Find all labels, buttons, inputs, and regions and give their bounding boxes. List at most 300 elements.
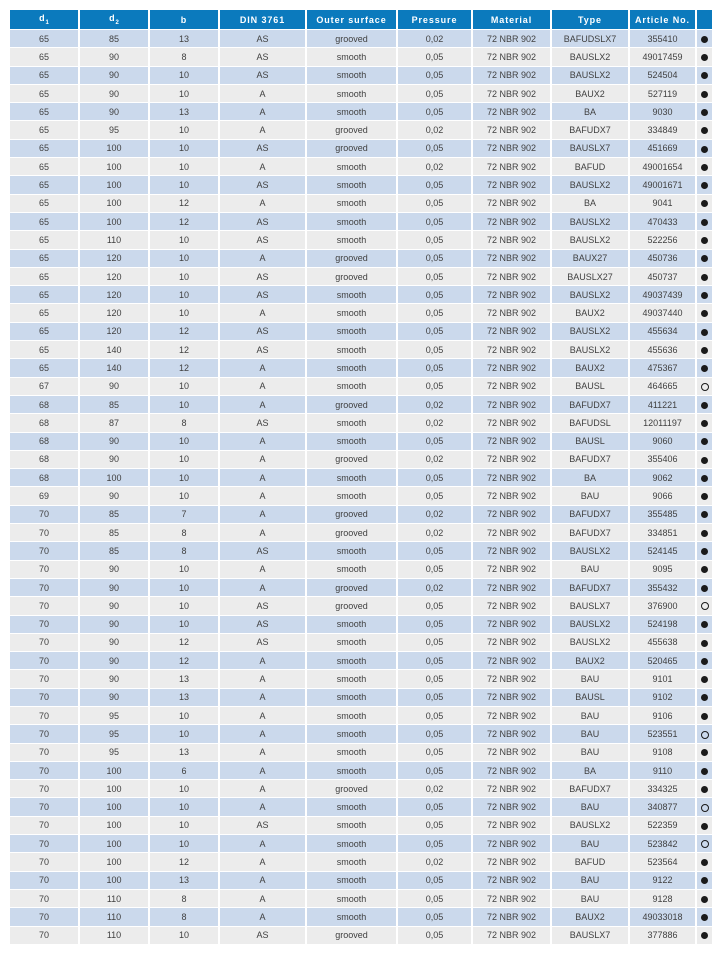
cell-pressure: 0,05 — [397, 249, 472, 267]
cell-outer-surface: smooth — [306, 908, 397, 926]
cell-din-3761: AS — [219, 30, 306, 48]
cell-d1: 70 — [9, 560, 79, 578]
cell-type: BAFUD — [551, 853, 629, 871]
cell-din-3761: A — [219, 908, 306, 926]
cell-din-3761: A — [219, 103, 306, 121]
cell-pressure: 0,05 — [397, 487, 472, 505]
cell-availability — [696, 158, 713, 176]
cell-din-3761: A — [219, 304, 306, 322]
cell-pressure: 0,05 — [397, 542, 472, 560]
filled-circle-icon — [701, 347, 708, 354]
cell-article-no: 9110 — [629, 761, 696, 779]
cell-article-no: 9101 — [629, 670, 696, 688]
cell-b: 10 — [149, 66, 219, 84]
cell-availability — [696, 30, 713, 48]
col-header-d1: $d_1$ — [9, 10, 79, 30]
cell-availability — [696, 652, 713, 670]
cell-material: 72 NBR 902 — [472, 798, 551, 816]
cell-d2: 110 — [79, 926, 149, 944]
cell-type: BAU — [551, 560, 629, 578]
cell-outer-surface: smooth — [306, 304, 397, 322]
cell-outer-surface: smooth — [306, 816, 397, 834]
cell-outer-surface: grooved — [306, 505, 397, 523]
cell-pressure: 0,05 — [397, 761, 472, 779]
cell-material: 72 NBR 902 — [472, 871, 551, 889]
table-row — [9, 889, 713, 907]
cell-type: BAU — [551, 835, 629, 853]
cell-type: BAUSLX2 — [551, 286, 629, 304]
cell-din-3761: AS — [219, 597, 306, 615]
cell-type: BAUX2 — [551, 908, 629, 926]
cell-d2: 90 — [79, 432, 149, 450]
table-row — [9, 487, 713, 505]
cell-d1: 65 — [9, 304, 79, 322]
cell-din-3761: AS — [219, 816, 306, 834]
cell-material: 72 NBR 902 — [472, 926, 551, 944]
table-row — [9, 524, 713, 542]
cell-d1: 68 — [9, 432, 79, 450]
col-header-b: b — [149, 10, 219, 30]
cell-outer-surface: smooth — [306, 469, 397, 487]
cell-outer-surface: grooved — [306, 249, 397, 267]
cell-d1: 68 — [9, 414, 79, 432]
cell-outer-surface: smooth — [306, 103, 397, 121]
cell-material: 72 NBR 902 — [472, 615, 551, 633]
cell-article-no: 450737 — [629, 267, 696, 285]
cell-pressure: 0,05 — [397, 725, 472, 743]
cell-availability — [696, 377, 713, 395]
cell-outer-surface: grooved — [306, 524, 397, 542]
cell-d1: 65 — [9, 103, 79, 121]
cell-b: 8 — [149, 889, 219, 907]
cell-pressure: 0,05 — [397, 633, 472, 651]
filled-circle-icon — [701, 896, 708, 903]
cell-availability — [696, 395, 713, 413]
table-row — [9, 304, 713, 322]
cell-d2: 100 — [79, 212, 149, 230]
cell-type: BAU — [551, 706, 629, 724]
cell-article-no: 520465 — [629, 652, 696, 670]
cell-d1: 70 — [9, 597, 79, 615]
cell-availability — [696, 304, 713, 322]
filled-circle-icon — [701, 255, 708, 262]
filled-circle-icon — [701, 585, 708, 592]
cell-type: BAU — [551, 670, 629, 688]
cell-outer-surface: grooved — [306, 578, 397, 596]
cell-availability — [696, 633, 713, 651]
cell-din-3761: AS — [219, 267, 306, 285]
cell-b: 10 — [149, 469, 219, 487]
cell-pressure: 0,05 — [397, 139, 472, 157]
table-row — [9, 158, 713, 176]
cell-type: BAFUDX7 — [551, 505, 629, 523]
cell-article-no: 450736 — [629, 249, 696, 267]
cell-b: 8 — [149, 414, 219, 432]
table-row — [9, 84, 713, 102]
cell-b: 12 — [149, 194, 219, 212]
cell-pressure: 0,05 — [397, 84, 472, 102]
cell-pressure: 0,02 — [397, 414, 472, 432]
cell-d2: 90 — [79, 48, 149, 66]
cell-availability — [696, 48, 713, 66]
filled-circle-icon — [701, 530, 708, 537]
cell-b: 13 — [149, 103, 219, 121]
cell-b: 10 — [149, 231, 219, 249]
filled-circle-icon — [701, 694, 708, 701]
cell-type: BAUX2 — [551, 359, 629, 377]
cell-type: BAUSL — [551, 688, 629, 706]
table-row — [9, 597, 713, 615]
cell-d1: 70 — [9, 743, 79, 761]
cell-b: 10 — [149, 597, 219, 615]
cell-d1: 70 — [9, 908, 79, 926]
filled-circle-icon — [701, 438, 708, 445]
cell-d1: 70 — [9, 725, 79, 743]
open-circle-icon — [701, 804, 709, 812]
cell-outer-surface: grooved — [306, 30, 397, 48]
table-body — [9, 30, 713, 945]
table-row — [9, 212, 713, 230]
filled-circle-icon — [701, 823, 708, 830]
cell-d2: 120 — [79, 286, 149, 304]
cell-d1: 65 — [9, 30, 79, 48]
open-circle-icon — [701, 840, 709, 848]
cell-d2: 90 — [79, 450, 149, 468]
cell-material: 72 NBR 902 — [472, 103, 551, 121]
cell-availability — [696, 578, 713, 596]
cell-type: BAUX2 — [551, 84, 629, 102]
cell-material: 72 NBR 902 — [472, 670, 551, 688]
cell-pressure: 0,05 — [397, 926, 472, 944]
cell-d1: 65 — [9, 359, 79, 377]
cell-d2: 140 — [79, 359, 149, 377]
cell-type: BAFUD — [551, 158, 629, 176]
cell-d1: 70 — [9, 798, 79, 816]
cell-type: BA — [551, 761, 629, 779]
cell-availability — [696, 121, 713, 139]
filled-circle-icon — [701, 548, 708, 555]
cell-outer-surface: smooth — [306, 633, 397, 651]
cell-type: BAUSLX2 — [551, 816, 629, 834]
cell-type: BAUX27 — [551, 249, 629, 267]
cell-type: BAU — [551, 871, 629, 889]
cell-b: 10 — [149, 578, 219, 596]
cell-material: 72 NBR 902 — [472, 835, 551, 853]
cell-availability — [696, 853, 713, 871]
cell-material: 72 NBR 902 — [472, 231, 551, 249]
cell-b: 13 — [149, 670, 219, 688]
cell-d1: 70 — [9, 578, 79, 596]
cell-type: BAUSLX2 — [551, 322, 629, 340]
cell-outer-surface: smooth — [306, 761, 397, 779]
cell-pressure: 0,05 — [397, 432, 472, 450]
cell-availability — [696, 469, 713, 487]
cell-b: 10 — [149, 835, 219, 853]
cell-availability — [696, 103, 713, 121]
table-row — [9, 670, 713, 688]
cell-availability — [696, 487, 713, 505]
cell-material: 72 NBR 902 — [472, 469, 551, 487]
cell-article-no: 9122 — [629, 871, 696, 889]
cell-d1: 70 — [9, 816, 79, 834]
cell-article-no: 376900 — [629, 597, 696, 615]
cell-article-no: 355432 — [629, 578, 696, 596]
cell-pressure: 0,05 — [397, 688, 472, 706]
cell-d1: 70 — [9, 615, 79, 633]
cell-b: 10 — [149, 84, 219, 102]
cell-type: BAUSLX2 — [551, 176, 629, 194]
filled-circle-icon — [701, 127, 708, 134]
cell-availability — [696, 212, 713, 230]
cell-pressure: 0,05 — [397, 670, 472, 688]
cell-d2: 100 — [79, 158, 149, 176]
cell-article-no: 334325 — [629, 780, 696, 798]
cell-type: BAUSLX2 — [551, 66, 629, 84]
cell-article-no: 470433 — [629, 212, 696, 230]
cell-din-3761: A — [219, 725, 306, 743]
cell-din-3761: AS — [219, 139, 306, 157]
cell-pressure: 0,05 — [397, 267, 472, 285]
cell-d2: 100 — [79, 780, 149, 798]
cell-d2: 110 — [79, 889, 149, 907]
filled-circle-icon — [701, 640, 708, 647]
cell-article-no: 451669 — [629, 139, 696, 157]
cell-b: 10 — [149, 158, 219, 176]
cell-pressure: 0,02 — [397, 853, 472, 871]
cell-pressure: 0,05 — [397, 889, 472, 907]
cell-b: 10 — [149, 304, 219, 322]
cell-d1: 70 — [9, 926, 79, 944]
cell-availability — [696, 267, 713, 285]
cell-pressure: 0,05 — [397, 103, 472, 121]
cell-din-3761: A — [219, 469, 306, 487]
cell-b: 13 — [149, 688, 219, 706]
cell-pressure: 0,02 — [397, 780, 472, 798]
cell-availability — [696, 286, 713, 304]
table-row — [9, 926, 713, 944]
cell-availability — [696, 249, 713, 267]
cell-din-3761: A — [219, 780, 306, 798]
filled-circle-icon — [701, 310, 708, 317]
table-row — [9, 377, 713, 395]
cell-article-no: 377886 — [629, 926, 696, 944]
cell-outer-surface: grooved — [306, 597, 397, 615]
cell-pressure: 0,05 — [397, 835, 472, 853]
cell-d2: 100 — [79, 176, 149, 194]
filled-circle-icon — [701, 72, 708, 79]
cell-availability — [696, 670, 713, 688]
cell-material: 72 NBR 902 — [472, 249, 551, 267]
cell-d2: 140 — [79, 341, 149, 359]
cell-pressure: 0,05 — [397, 743, 472, 761]
filled-circle-icon — [701, 36, 708, 43]
table-row — [9, 48, 713, 66]
cell-d1: 65 — [9, 322, 79, 340]
cell-material: 72 NBR 902 — [472, 578, 551, 596]
cell-b: 8 — [149, 524, 219, 542]
cell-type: BAUSLX2 — [551, 231, 629, 249]
header-row — [9, 10, 713, 30]
cell-article-no: 527119 — [629, 84, 696, 102]
cell-type: BA — [551, 103, 629, 121]
cell-material: 72 NBR 902 — [472, 341, 551, 359]
cell-outer-surface: grooved — [306, 139, 397, 157]
filled-circle-icon — [701, 274, 708, 281]
cell-availability — [696, 84, 713, 102]
cell-b: 12 — [149, 359, 219, 377]
cell-availability — [696, 505, 713, 523]
cell-type: BAUSLX7 — [551, 139, 629, 157]
cell-article-no: 49037439 — [629, 286, 696, 304]
cell-pressure: 0,05 — [397, 286, 472, 304]
cell-din-3761: AS — [219, 176, 306, 194]
cell-material: 72 NBR 902 — [472, 286, 551, 304]
cell-availability — [696, 176, 713, 194]
cell-b: 8 — [149, 908, 219, 926]
cell-outer-surface: smooth — [306, 615, 397, 633]
cell-article-no: 464665 — [629, 377, 696, 395]
cell-din-3761: A — [219, 505, 306, 523]
cell-availability — [696, 688, 713, 706]
table-row — [9, 341, 713, 359]
table-row — [9, 761, 713, 779]
filled-circle-icon — [701, 475, 708, 482]
cell-d2: 90 — [79, 103, 149, 121]
cell-type: BAFUDSL — [551, 414, 629, 432]
cell-outer-surface: smooth — [306, 652, 397, 670]
cell-d1: 65 — [9, 231, 79, 249]
cell-pressure: 0,02 — [397, 505, 472, 523]
cell-din-3761: AS — [219, 926, 306, 944]
cell-outer-surface: smooth — [306, 84, 397, 102]
cell-pressure: 0,05 — [397, 212, 472, 230]
cell-outer-surface: smooth — [306, 212, 397, 230]
cell-material: 72 NBR 902 — [472, 158, 551, 176]
cell-material: 72 NBR 902 — [472, 194, 551, 212]
cell-material: 72 NBR 902 — [472, 395, 551, 413]
cell-outer-surface: smooth — [306, 560, 397, 578]
cell-pressure: 0,05 — [397, 48, 472, 66]
cell-din-3761: A — [219, 853, 306, 871]
cell-d2: 90 — [79, 487, 149, 505]
cell-availability — [696, 743, 713, 761]
cell-b: 10 — [149, 377, 219, 395]
cell-din-3761: A — [219, 249, 306, 267]
cell-availability — [696, 816, 713, 834]
cell-d2: 100 — [79, 194, 149, 212]
cell-d1: 65 — [9, 286, 79, 304]
cell-b: 10 — [149, 139, 219, 157]
cell-article-no: 523564 — [629, 853, 696, 871]
cell-type: BA — [551, 194, 629, 212]
cell-d2: 90 — [79, 560, 149, 578]
table-row — [9, 359, 713, 377]
table-row — [9, 322, 713, 340]
cell-b: 10 — [149, 816, 219, 834]
cell-d2: 100 — [79, 469, 149, 487]
cell-din-3761: A — [219, 84, 306, 102]
cell-d1: 65 — [9, 249, 79, 267]
cell-d1: 70 — [9, 524, 79, 542]
cell-material: 72 NBR 902 — [472, 84, 551, 102]
cell-material: 72 NBR 902 — [472, 688, 551, 706]
cell-material: 72 NBR 902 — [472, 889, 551, 907]
cell-d1: 68 — [9, 469, 79, 487]
cell-outer-surface: smooth — [306, 853, 397, 871]
cell-din-3761: A — [219, 871, 306, 889]
table-row — [9, 450, 713, 468]
cell-d2: 85 — [79, 395, 149, 413]
cell-availability — [696, 780, 713, 798]
cell-availability — [696, 889, 713, 907]
table-row — [9, 871, 713, 889]
cell-din-3761: AS — [219, 414, 306, 432]
col-header-article-no: Article No. — [629, 10, 696, 30]
cell-article-no: 355485 — [629, 505, 696, 523]
table-row — [9, 743, 713, 761]
filled-circle-icon — [701, 329, 708, 336]
cell-pressure: 0,05 — [397, 359, 472, 377]
cell-outer-surface: smooth — [306, 725, 397, 743]
cell-article-no: 49037440 — [629, 304, 696, 322]
cell-pressure: 0,05 — [397, 341, 472, 359]
table-row — [9, 798, 713, 816]
cell-type: BAFUDX7 — [551, 578, 629, 596]
cell-b: 10 — [149, 487, 219, 505]
cell-d1: 65 — [9, 48, 79, 66]
cell-material: 72 NBR 902 — [472, 633, 551, 651]
cell-outer-surface: smooth — [306, 194, 397, 212]
cell-article-no: 12011197 — [629, 414, 696, 432]
cell-d1: 65 — [9, 267, 79, 285]
cell-d1: 70 — [9, 688, 79, 706]
cell-din-3761: A — [219, 706, 306, 724]
table-row — [9, 816, 713, 834]
cell-article-no: 524145 — [629, 542, 696, 560]
cell-din-3761: AS — [219, 322, 306, 340]
cell-pressure: 0,02 — [397, 30, 472, 48]
cell-availability — [696, 341, 713, 359]
cell-availability — [696, 231, 713, 249]
cell-material: 72 NBR 902 — [472, 121, 551, 139]
cell-b: 12 — [149, 322, 219, 340]
cell-d1: 70 — [9, 633, 79, 651]
table-row — [9, 30, 713, 48]
cell-din-3761: AS — [219, 286, 306, 304]
cell-outer-surface: grooved — [306, 450, 397, 468]
cell-pressure: 0,05 — [397, 377, 472, 395]
cell-outer-surface: smooth — [306, 176, 397, 194]
table-row — [9, 725, 713, 743]
cell-din-3761: A — [219, 194, 306, 212]
cell-availability — [696, 597, 713, 615]
cell-din-3761: A — [219, 578, 306, 596]
open-circle-icon — [701, 383, 709, 391]
cell-outer-surface: grooved — [306, 395, 397, 413]
cell-b: 10 — [149, 798, 219, 816]
cell-d1: 65 — [9, 194, 79, 212]
cell-article-no: 455634 — [629, 322, 696, 340]
cell-b: 10 — [149, 267, 219, 285]
cell-pressure: 0,05 — [397, 560, 472, 578]
cell-outer-surface: smooth — [306, 835, 397, 853]
cell-pressure: 0,05 — [397, 66, 472, 84]
cell-pressure: 0,02 — [397, 121, 472, 139]
cell-outer-surface: smooth — [306, 286, 397, 304]
filled-circle-icon — [701, 859, 708, 866]
cell-article-no: 9108 — [629, 743, 696, 761]
cell-article-no: 49033018 — [629, 908, 696, 926]
